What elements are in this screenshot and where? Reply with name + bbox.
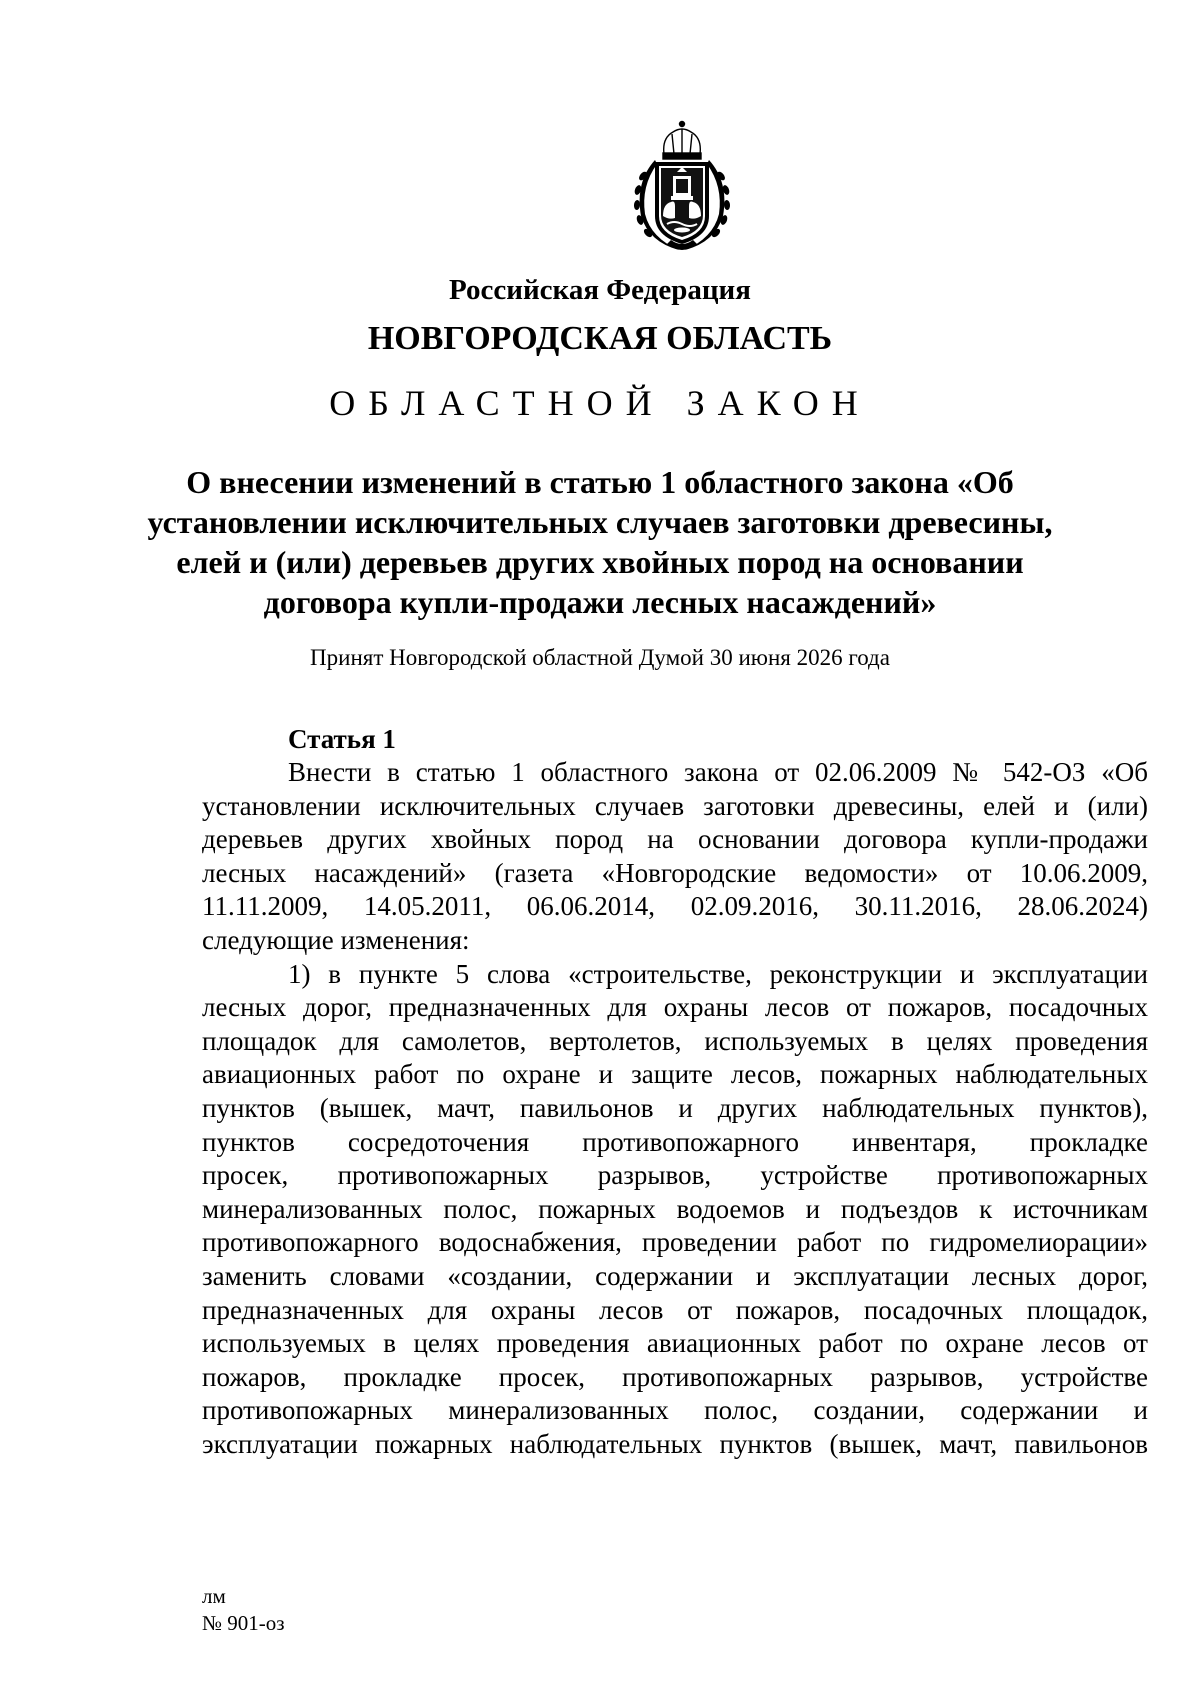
body-line: просек, противопожарных разрывов, устройстве противопожарных: [202, 1160, 1148, 1191]
crown-icon: [663, 121, 701, 159]
body-line: противопожарных минерализованных полос, создании, содержании и: [202, 1395, 1148, 1426]
body-line: 1) в пункте 5 слова «строительстве, реконструкции и эксплуатации: [288, 958, 1148, 989]
law-title-line: установлении исключительных случаев заготовки древесины,: [147, 504, 1053, 540]
document-type: ОБЛАСТНОЙ ЗАКОН: [329, 383, 871, 423]
shield-icon: [655, 162, 709, 244]
body-line: лесных дорог, предназначенных для охраны лесов от пожаров, посадочных: [202, 992, 1148, 1023]
body-line: эксплуатации пожарных наблюдательных пунктов (вышек, мачт, павильонов: [202, 1428, 1148, 1459]
federation-name: Российская Федерация: [449, 274, 751, 306]
body-line: следующие изменения:: [202, 924, 470, 955]
body-line: предназначенных для охраны лесов от пожаров, посадочных площадок,: [202, 1294, 1148, 1325]
body-line: минерализованных полос, пожарных водоемов и подъездов к источникам: [202, 1193, 1148, 1224]
footer-initials: лм: [202, 1584, 226, 1608]
body-line: пунктов сосредоточения противопожарного инвентаря, прокладке: [202, 1126, 1148, 1157]
body-line: авиационных работ по охране и защите лесов, пожарных наблюдательных: [202, 1059, 1148, 1090]
law-title: [0, 462, 1200, 622]
law-title-line: договора купли-продажи лесных насаждений»: [263, 584, 937, 620]
body-line: противопожарного водоснабжения, проведении работ по гидромелиорации»: [202, 1227, 1148, 1258]
article-body: [202, 756, 1148, 1461]
body-line: пунктов (вышек, мачт, павильонов и других наблюдательных пунктов),: [202, 1092, 1148, 1123]
body-line: заменить словами «создании, содержании и эксплуатации лесных дорог,: [202, 1260, 1148, 1291]
article-heading: Статья 1: [288, 724, 396, 754]
body-line: деревьев других хвойных пород на основании договора купли-продажи: [202, 824, 1148, 855]
body-line: установлении исключительных случаев заготовки древесины, елей и (или): [202, 790, 1148, 821]
coat-of-arms-emblem: [617, 120, 747, 257]
footer-registry: [202, 1583, 285, 1637]
body-line: используемых в целях проведения авиационных работ по охране лесов от: [202, 1328, 1148, 1359]
body-line: Внести в статью 1 областного закона от 02.06.2009 № 542-ОЗ «Об: [288, 757, 1148, 787]
region-name: НОВГОРОДСКАЯ ОБЛАСТЬ: [367, 320, 833, 357]
footer-number: № 901-оз: [202, 1611, 285, 1635]
body-line: 11.11.2009, 14.05.2011, 06.06.2014, 02.09.2016, 30.11.2016, 28.06.2024): [202, 891, 1148, 922]
law-title-line: О внесении изменений в статью 1 областного закона «Об: [186, 464, 1014, 500]
body-line: пожаров, прокладке просек, противопожарных разрывов, устройстве: [202, 1361, 1148, 1392]
adoption-note: Принят Новгородской областной Думой 30 июня 2026 года: [310, 645, 890, 670]
body-line: лесных насаждений» (газета «Новгородские ведомости» от 10.06.2009,: [202, 857, 1148, 888]
body-line: площадок для самолетов, вертолетов, используемых в целях проведения: [202, 1025, 1148, 1056]
law-title-line: елей и (или) деревьев других хвойных пород на основании: [176, 544, 1024, 580]
